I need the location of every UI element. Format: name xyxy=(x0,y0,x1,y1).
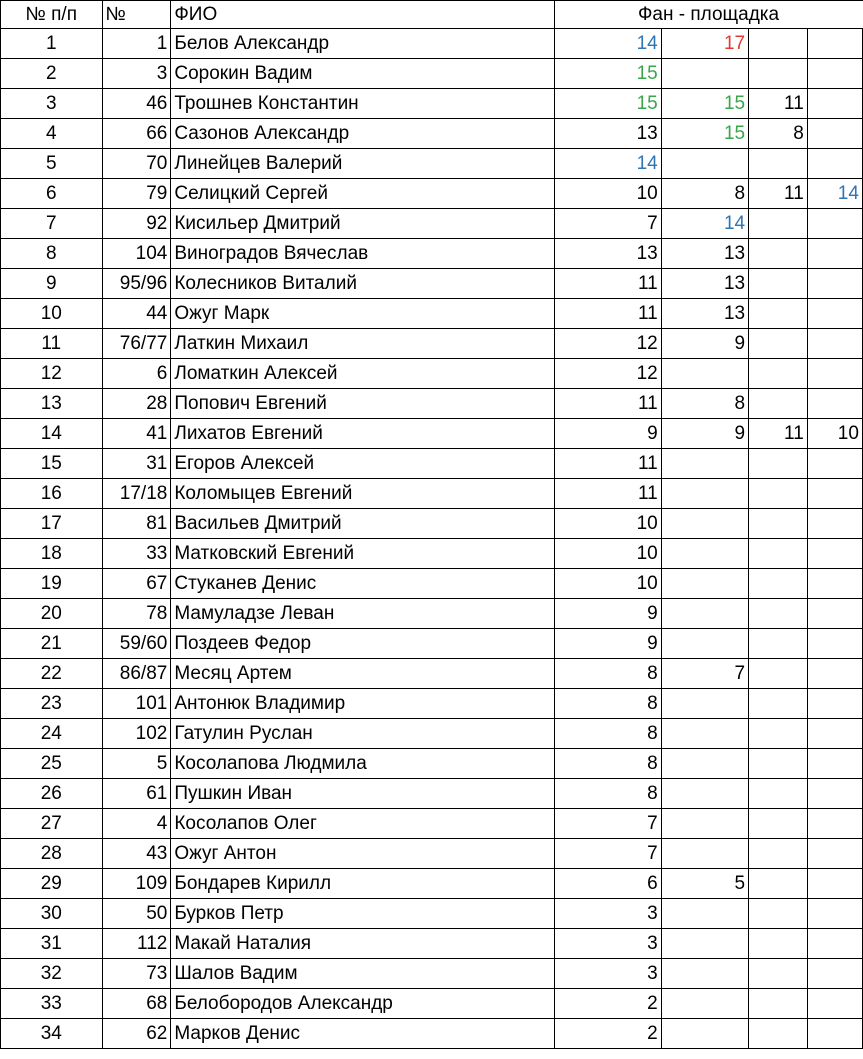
cell-score-4 xyxy=(807,479,862,509)
cell-name: Попович Евгений xyxy=(171,389,554,419)
cell-score-4 xyxy=(807,719,862,749)
cell-score-2 xyxy=(661,839,748,869)
cell-score-3 xyxy=(749,929,808,959)
cell-score-2 xyxy=(661,779,748,809)
table-row xyxy=(1,29,863,59)
cell-name: Белобородов Александр xyxy=(171,989,554,1019)
cell-score-2: 15 xyxy=(661,119,748,149)
cell-score-4 xyxy=(807,149,862,179)
cell-score-4: 10 xyxy=(807,419,862,449)
table-row xyxy=(1,269,863,299)
cell-name: Бондарев Кирилл xyxy=(171,869,554,899)
cell-index: 4 xyxy=(1,119,103,149)
cell-number: 67 xyxy=(102,569,171,599)
cell-score-4 xyxy=(807,59,862,89)
table-row xyxy=(1,509,863,539)
cell-index: 27 xyxy=(1,809,103,839)
cell-name: Колесников Виталий xyxy=(171,269,554,299)
cell-score-2: 14 xyxy=(661,209,748,239)
cell-score-4 xyxy=(807,239,862,269)
cell-number: 109 xyxy=(102,869,171,899)
cell-score-3 xyxy=(749,839,808,869)
table-row xyxy=(1,689,863,719)
cell-score-1: 14 xyxy=(554,29,661,59)
cell-index: 28 xyxy=(1,839,103,869)
table-row xyxy=(1,839,863,869)
cell-number: 46 xyxy=(102,89,171,119)
cell-score-3 xyxy=(749,449,808,479)
header-idx: № п/п xyxy=(1,1,103,29)
cell-score-1: 9 xyxy=(554,419,661,449)
cell-index: 25 xyxy=(1,749,103,779)
cell-score-3 xyxy=(749,719,808,749)
cell-score-4 xyxy=(807,839,862,869)
table-row xyxy=(1,329,863,359)
cell-score-2 xyxy=(661,599,748,629)
table-row xyxy=(1,779,863,809)
cell-score-1: 8 xyxy=(554,689,661,719)
table-row xyxy=(1,149,863,179)
cell-number: 102 xyxy=(102,719,171,749)
table-row xyxy=(1,929,863,959)
cell-name: Васильев Дмитрий xyxy=(171,509,554,539)
cell-name: Макай Наталия xyxy=(171,929,554,959)
header-name: ФИО xyxy=(171,1,554,29)
cell-score-3 xyxy=(749,959,808,989)
cell-name: Марков Денис xyxy=(171,1019,554,1049)
cell-number: 61 xyxy=(102,779,171,809)
table-row xyxy=(1,479,863,509)
cell-score-4 xyxy=(807,359,862,389)
table-row xyxy=(1,719,863,749)
cell-score-1: 13 xyxy=(554,119,661,149)
cell-score-2: 13 xyxy=(661,299,748,329)
cell-number: 86/87 xyxy=(102,659,171,689)
cell-index: 21 xyxy=(1,629,103,659)
cell-score-2 xyxy=(661,359,748,389)
cell-score-1: 2 xyxy=(554,989,661,1019)
table-row xyxy=(1,89,863,119)
header-fan: Фан - площадка xyxy=(554,1,862,29)
cell-score-4 xyxy=(807,959,862,989)
cell-score-3 xyxy=(749,569,808,599)
cell-number: 6 xyxy=(102,359,171,389)
cell-score-1: 12 xyxy=(554,359,661,389)
cell-index: 19 xyxy=(1,569,103,599)
cell-name: Мамуладзе Леван xyxy=(171,599,554,629)
table-row xyxy=(1,569,863,599)
cell-score-4 xyxy=(807,899,862,929)
table-row xyxy=(1,659,863,689)
cell-index: 10 xyxy=(1,299,103,329)
cell-score-1: 14 xyxy=(554,149,661,179)
cell-score-3 xyxy=(749,659,808,689)
cell-score-3 xyxy=(749,389,808,419)
cell-score-3 xyxy=(749,809,808,839)
cell-index: 1 xyxy=(1,29,103,59)
cell-number: 73 xyxy=(102,959,171,989)
table-row xyxy=(1,629,863,659)
cell-score-4 xyxy=(807,209,862,239)
table-row xyxy=(1,959,863,989)
table-row xyxy=(1,449,863,479)
cell-name: Трошнев Константин xyxy=(171,89,554,119)
cell-score-3 xyxy=(749,359,808,389)
cell-score-3 xyxy=(749,989,808,1019)
cell-index: 18 xyxy=(1,539,103,569)
cell-score-2 xyxy=(661,989,748,1019)
cell-score-3 xyxy=(749,299,808,329)
cell-score-4 xyxy=(807,449,862,479)
cell-score-4: 14 xyxy=(807,179,862,209)
cell-index: 20 xyxy=(1,599,103,629)
cell-score-1: 2 xyxy=(554,1019,661,1049)
cell-index: 7 xyxy=(1,209,103,239)
cell-name: Поздеев Федор xyxy=(171,629,554,659)
cell-index: 2 xyxy=(1,59,103,89)
cell-number: 1 xyxy=(102,29,171,59)
table-row xyxy=(1,209,863,239)
cell-name: Ожуг Антон xyxy=(171,839,554,869)
cell-score-1: 10 xyxy=(554,539,661,569)
cell-index: 34 xyxy=(1,1019,103,1049)
cell-score-1: 15 xyxy=(554,89,661,119)
cell-score-3 xyxy=(749,239,808,269)
cell-score-2: 13 xyxy=(661,269,748,299)
cell-score-4 xyxy=(807,599,862,629)
cell-number: 92 xyxy=(102,209,171,239)
cell-score-3 xyxy=(749,329,808,359)
cell-score-4 xyxy=(807,389,862,419)
cell-score-3 xyxy=(749,599,808,629)
cell-number: 4 xyxy=(102,809,171,839)
cell-index: 16 xyxy=(1,479,103,509)
cell-score-4 xyxy=(807,89,862,119)
cell-score-1: 11 xyxy=(554,479,661,509)
cell-index: 9 xyxy=(1,269,103,299)
cell-score-3 xyxy=(749,899,808,929)
cell-number: 78 xyxy=(102,599,171,629)
cell-name: Косолапов Олег xyxy=(171,809,554,839)
cell-name: Шалов Вадим xyxy=(171,959,554,989)
cell-score-2: 17 xyxy=(661,29,748,59)
cell-score-2 xyxy=(661,959,748,989)
cell-score-3 xyxy=(749,29,808,59)
cell-score-2: 7 xyxy=(661,659,748,689)
cell-score-4 xyxy=(807,809,862,839)
cell-score-2: 8 xyxy=(661,389,748,419)
cell-index: 22 xyxy=(1,659,103,689)
cell-score-2: 8 xyxy=(661,179,748,209)
cell-score-3 xyxy=(749,479,808,509)
cell-index: 3 xyxy=(1,89,103,119)
cell-score-4 xyxy=(807,569,862,599)
cell-score-1: 8 xyxy=(554,719,661,749)
cell-number: 70 xyxy=(102,149,171,179)
cell-score-2 xyxy=(661,689,748,719)
cell-name: Лихатов Евгений xyxy=(171,419,554,449)
table-row xyxy=(1,59,863,89)
cell-index: 15 xyxy=(1,449,103,479)
cell-score-3: 11 xyxy=(749,179,808,209)
cell-index: 26 xyxy=(1,779,103,809)
table-row xyxy=(1,119,863,149)
cell-score-1: 10 xyxy=(554,179,661,209)
cell-name: Бурков Петр xyxy=(171,899,554,929)
cell-score-2 xyxy=(661,899,748,929)
table-row xyxy=(1,539,863,569)
cell-name: Стуканев Денис xyxy=(171,569,554,599)
cell-score-2 xyxy=(661,449,748,479)
cell-name: Латкин Михаил xyxy=(171,329,554,359)
cell-score-1: 3 xyxy=(554,959,661,989)
table-row xyxy=(1,239,863,269)
cell-score-1: 11 xyxy=(554,449,661,479)
cell-score-1: 11 xyxy=(554,299,661,329)
cell-score-4 xyxy=(807,119,862,149)
cell-score-2: 9 xyxy=(661,329,748,359)
cell-score-4 xyxy=(807,749,862,779)
cell-name: Ломаткин Алексей xyxy=(171,359,554,389)
cell-score-3 xyxy=(749,509,808,539)
cell-score-1: 10 xyxy=(554,569,661,599)
cell-index: 23 xyxy=(1,689,103,719)
cell-number: 50 xyxy=(102,899,171,929)
header-num: № xyxy=(102,1,171,29)
cell-score-1: 8 xyxy=(554,779,661,809)
cell-number: 43 xyxy=(102,839,171,869)
cell-score-3 xyxy=(749,779,808,809)
cell-index: 30 xyxy=(1,899,103,929)
cell-score-1: 3 xyxy=(554,899,661,929)
cell-number: 68 xyxy=(102,989,171,1019)
cell-score-1: 15 xyxy=(554,59,661,89)
cell-index: 33 xyxy=(1,989,103,1019)
cell-index: 11 xyxy=(1,329,103,359)
table-row xyxy=(1,989,863,1019)
cell-score-3 xyxy=(749,539,808,569)
cell-index: 12 xyxy=(1,359,103,389)
cell-number: 31 xyxy=(102,449,171,479)
table-row xyxy=(1,599,863,629)
cell-number: 76/77 xyxy=(102,329,171,359)
cell-name: Матковский Евгений xyxy=(171,539,554,569)
cell-score-4 xyxy=(807,539,862,569)
cell-index: 8 xyxy=(1,239,103,269)
cell-name: Косолапова Людмила xyxy=(171,749,554,779)
header-row xyxy=(1,1,863,29)
cell-score-2: 9 xyxy=(661,419,748,449)
cell-number: 101 xyxy=(102,689,171,719)
cell-score-1: 3 xyxy=(554,929,661,959)
cell-score-4 xyxy=(807,1019,862,1049)
cell-number: 62 xyxy=(102,1019,171,1049)
cell-score-4 xyxy=(807,299,862,329)
cell-score-2: 13 xyxy=(661,239,748,269)
table-row xyxy=(1,299,863,329)
cell-number: 5 xyxy=(102,749,171,779)
cell-score-2 xyxy=(661,149,748,179)
table-row xyxy=(1,179,863,209)
cell-score-2: 5 xyxy=(661,869,748,899)
cell-score-3 xyxy=(749,269,808,299)
cell-score-4 xyxy=(807,929,862,959)
table-row xyxy=(1,359,863,389)
cell-name: Линейцев Валерий xyxy=(171,149,554,179)
cell-score-1: 7 xyxy=(554,209,661,239)
cell-index: 17 xyxy=(1,509,103,539)
cell-name: Месяц Артем xyxy=(171,659,554,689)
cell-score-1: 11 xyxy=(554,389,661,419)
cell-score-1: 7 xyxy=(554,809,661,839)
cell-score-1: 6 xyxy=(554,869,661,899)
cell-name: Виноградов Вячеслав xyxy=(171,239,554,269)
cell-number: 3 xyxy=(102,59,171,89)
cell-score-3: 11 xyxy=(749,89,808,119)
cell-name: Егоров Алексей xyxy=(171,449,554,479)
cell-score-2 xyxy=(661,809,748,839)
table-row xyxy=(1,809,863,839)
cell-index: 6 xyxy=(1,179,103,209)
cell-number: 41 xyxy=(102,419,171,449)
cell-score-3 xyxy=(749,689,808,719)
cell-index: 14 xyxy=(1,419,103,449)
cell-score-3 xyxy=(749,59,808,89)
cell-score-4 xyxy=(807,329,862,359)
table-row xyxy=(1,1019,863,1049)
cell-number: 104 xyxy=(102,239,171,269)
cell-score-4 xyxy=(807,269,862,299)
cell-score-1: 8 xyxy=(554,659,661,689)
cell-score-2 xyxy=(661,629,748,659)
cell-index: 29 xyxy=(1,869,103,899)
cell-score-4 xyxy=(807,689,862,719)
cell-name: Коломыцев Евгений xyxy=(171,479,554,509)
cell-score-2 xyxy=(661,1019,748,1049)
cell-index: 32 xyxy=(1,959,103,989)
cell-number: 79 xyxy=(102,179,171,209)
cell-score-4 xyxy=(807,629,862,659)
cell-number: 33 xyxy=(102,539,171,569)
cell-score-1: 7 xyxy=(554,839,661,869)
cell-score-2 xyxy=(661,569,748,599)
cell-score-1: 12 xyxy=(554,329,661,359)
cell-name: Сорокин Вадим xyxy=(171,59,554,89)
cell-score-3 xyxy=(749,629,808,659)
cell-score-4 xyxy=(807,29,862,59)
table-row xyxy=(1,899,863,929)
table-row xyxy=(1,749,863,779)
cell-score-1: 9 xyxy=(554,599,661,629)
cell-index: 13 xyxy=(1,389,103,419)
cell-score-1: 8 xyxy=(554,749,661,779)
cell-name: Гатулин Руслан xyxy=(171,719,554,749)
cell-index: 31 xyxy=(1,929,103,959)
cell-score-2 xyxy=(661,749,748,779)
cell-number: 81 xyxy=(102,509,171,539)
cell-score-3: 11 xyxy=(749,419,808,449)
cell-score-3 xyxy=(749,869,808,899)
cell-score-1: 10 xyxy=(554,509,661,539)
cell-score-2 xyxy=(661,59,748,89)
cell-score-1: 9 xyxy=(554,629,661,659)
cell-name: Селицкий Сергей xyxy=(171,179,554,209)
cell-number: 95/96 xyxy=(102,269,171,299)
cell-score-2 xyxy=(661,929,748,959)
cell-number: 44 xyxy=(102,299,171,329)
cell-name: Белов Александр xyxy=(171,29,554,59)
cell-score-1: 11 xyxy=(554,269,661,299)
cell-name: Ожуг Марк xyxy=(171,299,554,329)
cell-score-4 xyxy=(807,509,862,539)
table-body xyxy=(1,29,863,1049)
cell-name: Кисильер Дмитрий xyxy=(171,209,554,239)
cell-score-2: 15 xyxy=(661,89,748,119)
cell-score-2 xyxy=(661,719,748,749)
cell-name: Пушкин Иван xyxy=(171,779,554,809)
cell-index: 24 xyxy=(1,719,103,749)
table-row xyxy=(1,389,863,419)
cell-score-4 xyxy=(807,659,862,689)
cell-score-2 xyxy=(661,509,748,539)
cell-score-4 xyxy=(807,869,862,899)
cell-score-2 xyxy=(661,539,748,569)
cell-name: Антонюк Владимир xyxy=(171,689,554,719)
cell-score-3 xyxy=(749,149,808,179)
cell-score-3: 8 xyxy=(749,119,808,149)
cell-number: 66 xyxy=(102,119,171,149)
cell-number: 28 xyxy=(102,389,171,419)
table-row xyxy=(1,869,863,899)
cell-score-3 xyxy=(749,209,808,239)
cell-score-2 xyxy=(661,479,748,509)
cell-score-3 xyxy=(749,1019,808,1049)
cell-score-1: 13 xyxy=(554,239,661,269)
cell-score-4 xyxy=(807,989,862,1019)
table-row xyxy=(1,419,863,449)
cell-index: 5 xyxy=(1,149,103,179)
cell-score-3 xyxy=(749,749,808,779)
cell-score-4 xyxy=(807,779,862,809)
cell-number: 112 xyxy=(102,929,171,959)
cell-number: 17/18 xyxy=(102,479,171,509)
cell-number: 59/60 xyxy=(102,629,171,659)
cell-name: Сазонов Александр xyxy=(171,119,554,149)
